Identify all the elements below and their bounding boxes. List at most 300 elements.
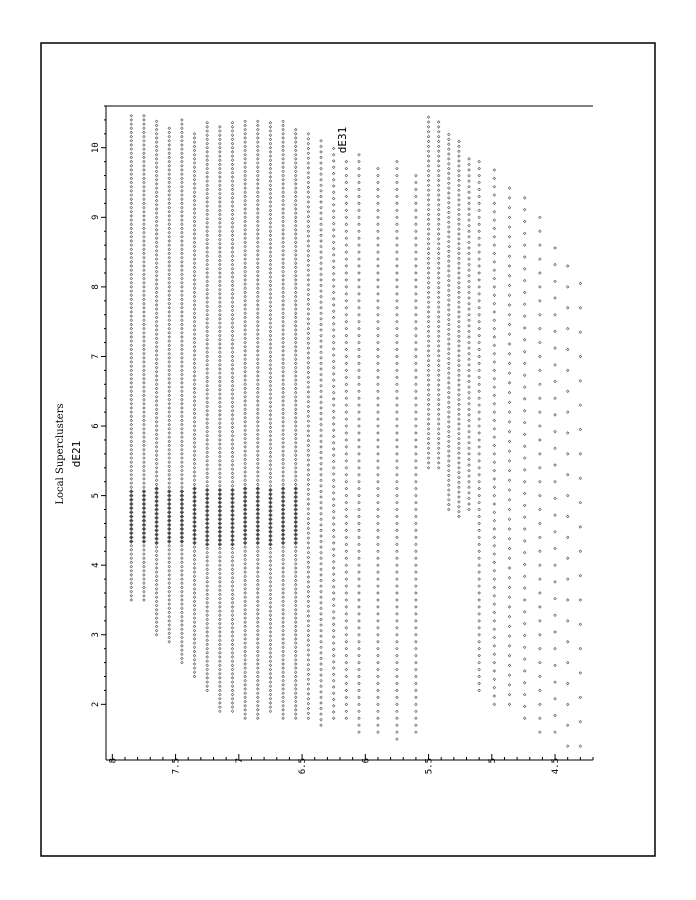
data-point	[219, 464, 222, 467]
data-point	[181, 448, 184, 451]
data-point	[231, 606, 234, 609]
data-point	[320, 306, 323, 309]
data-point	[294, 441, 297, 444]
data-point	[282, 400, 285, 403]
data-point	[396, 654, 399, 657]
data-point	[447, 279, 450, 282]
data-point	[219, 556, 222, 559]
data-point	[358, 599, 361, 602]
data-point	[231, 497, 234, 500]
data-point	[181, 215, 184, 218]
data-point	[219, 664, 222, 667]
data-point	[168, 261, 171, 264]
data-point	[231, 180, 234, 183]
data-point	[130, 532, 133, 535]
data-point	[447, 348, 450, 351]
data-point	[193, 266, 196, 269]
data-point	[415, 279, 418, 282]
data-point	[345, 369, 348, 372]
data-point	[130, 386, 133, 389]
data-point	[269, 301, 272, 304]
data-point	[493, 519, 496, 522]
data-point	[358, 348, 361, 351]
data-point	[566, 473, 569, 476]
data-point	[244, 212, 247, 215]
data-point	[256, 592, 259, 595]
data-point	[193, 345, 196, 348]
data-point	[282, 203, 285, 206]
data-point	[244, 450, 247, 453]
data-point	[181, 311, 184, 314]
data-point	[458, 272, 461, 275]
data-point	[180, 502, 183, 505]
data-point	[168, 127, 171, 130]
data-point	[294, 629, 297, 632]
data-point	[566, 599, 569, 602]
data-point	[345, 174, 348, 177]
data-point	[437, 442, 440, 445]
data-point	[294, 370, 297, 373]
data-point	[244, 663, 247, 666]
data-point	[415, 348, 418, 351]
data-point	[294, 137, 297, 140]
data-point	[427, 247, 430, 250]
data-point	[294, 325, 297, 328]
data-point	[345, 550, 348, 553]
data-point	[493, 210, 496, 213]
data-point	[155, 571, 158, 574]
data-point	[193, 287, 196, 290]
data-point	[377, 606, 380, 609]
data-point	[523, 504, 526, 507]
data-point	[155, 504, 158, 507]
data-point	[244, 141, 247, 144]
data-point	[539, 313, 542, 316]
data-point	[155, 162, 158, 165]
data-point	[396, 592, 399, 595]
data-point	[219, 668, 222, 671]
data-point	[282, 370, 285, 373]
data-point	[478, 508, 481, 511]
data-point	[320, 590, 323, 593]
data-point	[307, 576, 310, 579]
data-point	[458, 306, 461, 309]
data-point	[244, 128, 247, 131]
data-point	[282, 162, 285, 165]
data-point	[130, 319, 133, 322]
data-point	[206, 585, 209, 588]
data-point	[143, 369, 146, 372]
data-point	[294, 183, 297, 186]
data-point	[447, 416, 450, 419]
data-point	[180, 507, 183, 510]
data-point	[358, 453, 361, 456]
data-point	[168, 453, 171, 456]
data-point	[332, 704, 335, 707]
data-point	[377, 418, 380, 421]
data-point	[281, 541, 284, 544]
data-point	[231, 668, 234, 671]
data-point	[269, 293, 272, 296]
data-point	[143, 473, 146, 476]
data-point	[332, 542, 335, 545]
data-point	[415, 550, 418, 553]
data-point	[155, 174, 158, 177]
data-point	[256, 650, 259, 653]
data-point	[447, 206, 450, 209]
data-point	[415, 696, 418, 699]
data-point	[155, 462, 158, 465]
data-point	[396, 487, 399, 490]
data-point	[181, 252, 184, 255]
data-point	[294, 495, 297, 498]
data-point	[468, 419, 471, 422]
data-point	[358, 181, 361, 184]
data-point	[468, 492, 471, 495]
data-point	[193, 563, 196, 566]
data-point	[143, 165, 146, 168]
data-point	[219, 627, 222, 630]
data-point	[358, 529, 361, 532]
data-point	[478, 487, 481, 490]
data-point	[206, 622, 209, 625]
data-point	[219, 564, 222, 567]
data-point	[281, 520, 284, 523]
data-point	[269, 330, 272, 333]
data-point	[206, 418, 209, 421]
data-point	[168, 190, 171, 193]
data-point	[180, 511, 183, 514]
data-point	[143, 219, 146, 222]
data-point	[180, 540, 183, 543]
data-point	[320, 557, 323, 560]
data-point	[143, 382, 146, 385]
data-point	[219, 230, 222, 233]
data-point	[193, 291, 196, 294]
data-point	[269, 284, 272, 287]
data-point	[396, 425, 399, 428]
data-point	[269, 614, 272, 617]
data-point	[269, 259, 272, 262]
data-point	[130, 436, 133, 439]
data-point	[358, 237, 361, 240]
data-point	[244, 546, 247, 549]
data-point	[256, 550, 259, 553]
data-point	[155, 575, 158, 578]
data-point	[155, 283, 158, 286]
data-point	[294, 537, 297, 540]
data-point	[181, 344, 184, 347]
data-point	[143, 336, 146, 339]
data-point	[231, 268, 234, 271]
data-point	[447, 162, 450, 165]
data-point	[256, 283, 259, 286]
data-point	[168, 139, 171, 142]
data-point	[437, 291, 440, 294]
data-point	[168, 515, 171, 518]
data-point	[468, 497, 471, 500]
data-point	[282, 446, 285, 449]
data-point	[281, 504, 284, 507]
data-point	[320, 362, 323, 365]
data-point	[294, 621, 297, 624]
data-point	[168, 428, 171, 431]
data-point	[320, 357, 323, 360]
data-point	[307, 327, 310, 330]
data-point	[168, 511, 171, 514]
data-point	[206, 305, 209, 308]
data-point	[168, 540, 171, 543]
data-point	[130, 290, 133, 293]
data-point	[244, 191, 247, 194]
data-point	[193, 575, 196, 578]
data-point	[231, 631, 234, 634]
data-point	[231, 397, 234, 400]
data-point	[130, 473, 133, 476]
data-point	[256, 274, 259, 277]
data-point	[468, 197, 471, 200]
data-point	[332, 661, 335, 664]
data-point	[415, 425, 418, 428]
data-point	[219, 159, 222, 162]
data-point	[218, 530, 221, 533]
data-point	[282, 124, 285, 127]
data-point	[294, 166, 297, 169]
data-point	[143, 210, 146, 213]
data-point	[468, 441, 471, 444]
data-point	[219, 372, 222, 375]
data-point	[231, 259, 234, 262]
data-point	[358, 258, 361, 261]
data-point	[130, 599, 133, 602]
data-point	[155, 554, 158, 557]
data-point	[143, 202, 146, 205]
data-point	[244, 475, 247, 478]
data-point	[447, 450, 450, 453]
data-point	[206, 455, 209, 458]
data-point	[269, 309, 272, 312]
rotated-plot-group	[55, 106, 593, 774]
data-point	[256, 216, 259, 219]
data-point	[320, 212, 323, 215]
data-point	[468, 208, 471, 211]
data-point	[307, 425, 310, 428]
data-point	[168, 135, 171, 138]
data-point	[269, 230, 272, 233]
data-point	[427, 350, 430, 353]
data-point	[231, 430, 234, 433]
data-point	[468, 352, 471, 355]
data-point	[437, 354, 440, 357]
data-point	[447, 274, 450, 277]
data-point	[256, 137, 259, 140]
data-point	[579, 331, 582, 334]
data-point	[458, 320, 461, 323]
data-point	[358, 703, 361, 706]
data-point	[130, 365, 133, 368]
data-point	[377, 717, 380, 720]
data-point	[320, 668, 323, 671]
data-point	[415, 487, 418, 490]
data-point	[231, 706, 234, 709]
data-point	[493, 494, 496, 497]
data-point	[269, 255, 272, 258]
data-point	[579, 355, 582, 358]
data-point	[168, 473, 171, 476]
data-point	[193, 613, 196, 616]
data-point	[345, 640, 348, 643]
data-point	[244, 233, 247, 236]
data-point	[282, 433, 285, 436]
data-point	[358, 209, 361, 212]
data-point	[415, 188, 418, 191]
data-point	[447, 455, 450, 458]
data-point	[320, 707, 323, 710]
data-point	[130, 498, 133, 501]
data-point	[508, 236, 511, 239]
data-point	[206, 197, 209, 200]
data-point	[437, 408, 440, 411]
data-point	[256, 350, 259, 353]
data-point	[256, 713, 259, 716]
data-point	[458, 330, 461, 333]
data-point	[358, 327, 361, 330]
data-point	[130, 519, 133, 522]
data-point	[539, 689, 542, 692]
data-point	[294, 717, 297, 720]
data-point	[415, 703, 418, 706]
data-point	[282, 571, 285, 574]
data-point	[130, 457, 133, 460]
data-point	[427, 428, 430, 431]
data-point	[282, 646, 285, 649]
data-point	[231, 401, 234, 404]
data-point	[256, 408, 259, 411]
data-point	[256, 508, 259, 511]
data-point	[181, 628, 184, 631]
data-point	[468, 252, 471, 255]
data-point	[332, 604, 335, 607]
data-point	[437, 320, 440, 323]
data-point	[493, 653, 496, 656]
data-point	[155, 525, 158, 528]
data-point	[231, 138, 234, 141]
data-point	[269, 226, 272, 229]
data-point	[377, 536, 380, 539]
data-point	[231, 597, 234, 600]
data-point	[396, 167, 399, 170]
data-point	[307, 644, 310, 647]
data-point	[244, 387, 247, 390]
data-point	[206, 326, 209, 329]
data-point	[256, 437, 259, 440]
data-point	[193, 191, 196, 194]
data-point	[155, 170, 158, 173]
data-point	[269, 422, 272, 425]
data-point	[244, 421, 247, 424]
data-point	[219, 597, 222, 600]
data-point	[458, 335, 461, 338]
data-point	[244, 600, 247, 603]
data-point	[155, 387, 158, 390]
data-point	[358, 466, 361, 469]
data-point	[468, 308, 471, 311]
data-point	[155, 600, 158, 603]
data-point	[447, 197, 450, 200]
data-point	[269, 263, 272, 266]
data-point	[181, 453, 184, 456]
data-point	[143, 361, 146, 364]
data-point	[437, 364, 440, 367]
y-tick-label: 4.5	[551, 758, 562, 775]
data-point	[427, 447, 430, 450]
data-point	[320, 540, 323, 543]
data-point	[447, 226, 450, 229]
data-point	[206, 213, 209, 216]
data-point	[244, 391, 247, 394]
data-point	[256, 341, 259, 344]
data-point	[244, 166, 247, 169]
data-point	[478, 571, 481, 574]
data-point	[193, 495, 196, 498]
data-point	[219, 405, 222, 408]
data-point	[206, 259, 209, 262]
data-point	[377, 181, 380, 184]
data-point	[231, 272, 234, 275]
data-point	[415, 717, 418, 720]
data-point	[415, 306, 418, 309]
data-point	[396, 606, 399, 609]
data-point	[332, 316, 335, 319]
axes-layer	[91, 106, 593, 774]
data-point	[244, 575, 247, 578]
data-point	[332, 260, 335, 263]
data-point	[244, 504, 247, 507]
data-point	[332, 617, 335, 620]
data-point	[358, 494, 361, 497]
data-point	[181, 636, 184, 639]
data-point	[143, 198, 146, 201]
data-point	[181, 190, 184, 193]
data-point	[193, 504, 196, 507]
data-point	[320, 596, 323, 599]
data-point	[219, 188, 222, 191]
data-point	[320, 206, 323, 209]
y-tick-label: 7	[234, 758, 245, 764]
data-point	[256, 183, 259, 186]
data-point	[437, 462, 440, 465]
data-point	[244, 249, 247, 252]
data-point	[206, 134, 209, 137]
data-point	[345, 571, 348, 574]
data-point	[244, 287, 247, 290]
data-point	[193, 471, 196, 474]
data-point	[377, 675, 380, 678]
data-point	[130, 444, 133, 447]
data-point	[508, 479, 511, 482]
data-point	[332, 285, 335, 288]
data-point	[181, 194, 184, 197]
data-point	[458, 491, 461, 494]
data-point	[231, 534, 234, 537]
data-point	[468, 224, 471, 227]
data-point	[307, 240, 310, 243]
data-point	[219, 326, 222, 329]
data-point	[478, 418, 481, 421]
data-point	[358, 313, 361, 316]
data-point	[206, 647, 209, 650]
data-point	[458, 291, 461, 294]
